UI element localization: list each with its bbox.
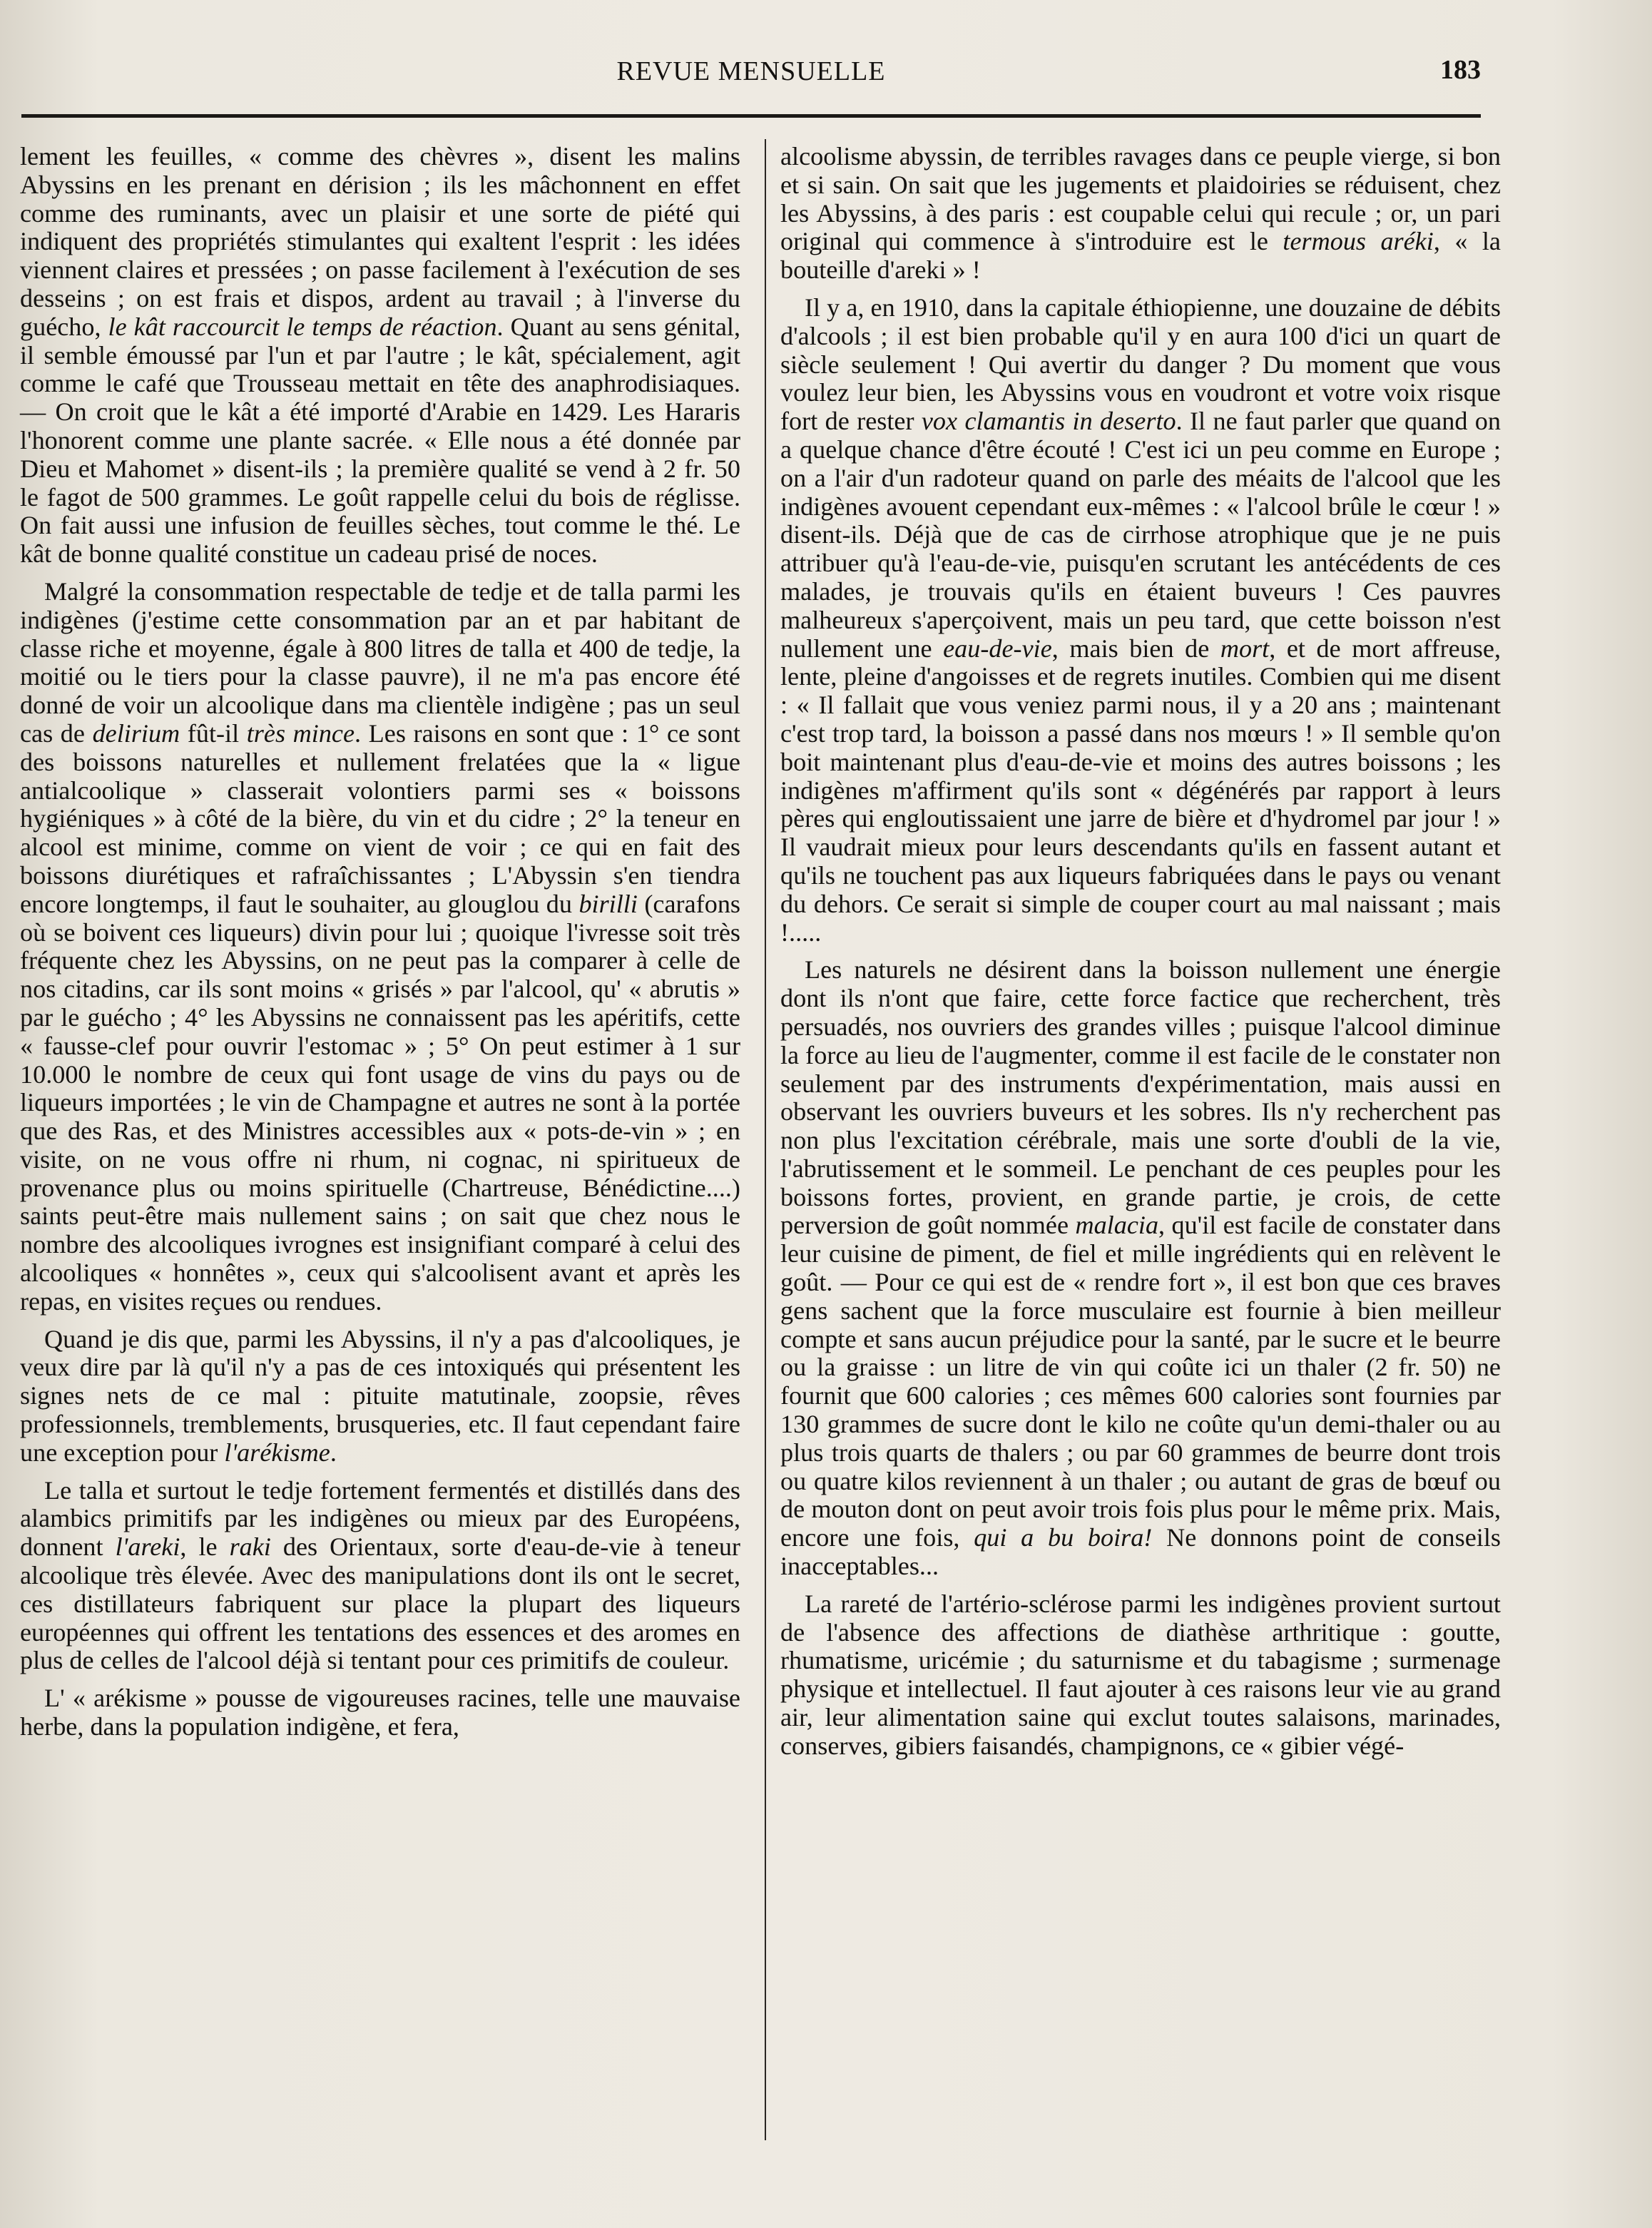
italic-text: le kât raccourcit le temps de réaction [108, 312, 497, 341]
text-run: La rareté de l'artério-sclérose parmi les indigènes provient surtout de l'absence des affections de diathèse arthritique : goutte, rhumatisme, uricémie ; du saturnisme et du tabagisme ; surmenage physique et intellectuel. Il faut ajouter à ces raisons leur vie au grand air, leur alimentation saine qui exclut toutes salaisons, marinades, conserves, gibiers faisandés, champignons, ce « gibier végé- [780, 1589, 1501, 1760]
italic-text: l'areki [115, 1532, 180, 1562]
paragraph [20, 578, 740, 1316]
text-run: Quand je dis que, parmi les Abyssins, il n'y a pas d'alcooliques, je veux dire par là qu'il n'y a pas de ces intoxiqués qui présentent les signes nets de ce mal : pituite matutinale, zoopsie, rêves professionnels, tremblements, brusqueries, etc. Il faut cependant faire une exception pour [20, 1324, 740, 1467]
text-run: , et de mort affreuse, lente, pleine d'angoisses et de regrets inutiles. Combien qui me disent : « Il fallait que vous veniez parmi nous, il y a 20 ans ; maintenant c'est trop tard, la boisson a passé dans nos mœurs ! » Il semble qu'on boit maintenant plus d'eau-de-vie et moins des autres boissons ; les indigènes m'affirment qu'ils sont « dégénérés par rapport à leurs pères qui engloutissaient une jarre de bière et d'hydromel par jour ! » Il vaudrait mieux pour leurs descendants qu'ils en fassent autant et qu'ils ne touchent pas aux liqueurs fabriquées dans le pays ou venant du dehors. Ce serait si simple de couper court au mal naissant ; mais !..... [780, 634, 1501, 947]
text-run: . Il ne faut parler que quand on a quelque chance d'être écouté ! C'est ici un peu comme en Europe ; on a l'air d'un radoteur quand on parle des méaits de l'alcool que les indigènes avouent cependant eux-mêmes : « l'alcool brûle le cœur ! » disent-ils. Déjà que de cas de cirrhose atrophique que je ne puis attribuer qu'à l'eau-de-vie, puisqu'en scrutant les antécédents de ces malades, je trouvais qu'ils en étaient buveurs ! Ces pauvres malheureux s'aperçoivent, mais un peu tard, que cette boisson n'est nullement une [780, 407, 1501, 663]
paragraph [20, 1684, 740, 1741]
italic-text: raki [229, 1532, 271, 1562]
italic-text: très mince [246, 718, 355, 748]
italic-text: delirium [92, 718, 180, 748]
text-run: (carafons où se boivent ces liqueurs) divin pour lui ; quoique l'ivresse soit très fréquente chez les Abyssins, on ne peut pas la comparer à celle de nos citadins, car ils sont moins « grisés » par l'alcool, qu' « abrutis » par le guécho ; 4° les Abyssins ne connaissent pas les apéritifs, cette « fausse-clef pour ouvrir l'estomac » ; 5° On peut estimer à 1 sur 10.000 le nombre de ceux qui font usage de vins du pays ou de liqueurs importées ; le vin de Champagne et autres ne sont à la portée que des Ras, et des Ministres accessibles aux « pots-de-vin » ; en visite, on ne vous offre ni rhum, ni cognac, ni spiritueux de provenance plus ou moins spirituelle (Chartreuse, Bénédictine....) saints peut-être mais nullement sains ; on sait que chez nous le nombre des alcooliques ivrognes est insignifiant comparé à celui des alcooliques « honnêtes », ceux qui s'alcoolisent avant et après les repas, en visites reçues ou rendues. [20, 889, 740, 1316]
paragraph [780, 1590, 1501, 1761]
text-run: Ne donnons point de conseils inacceptables... [780, 1523, 1501, 1581]
text-run: Il y a, en 1910, dans la capitale éthiopienne, une douzaine de débits d'alcools ; il est bien probable qu'il y en aura 100 d'ici un quart de siècle seulement ! Qui avertir du danger ? Du moment que vous voulez leur bien, les Abyssins vous en voudront et votre voix risque fort de rester [780, 293, 1501, 436]
italic-text: termous aréki [1283, 227, 1434, 256]
paragraph [20, 143, 740, 569]
text-run: , mais bien de [1051, 634, 1220, 663]
running-title: REVUE MENSUELLE [616, 56, 886, 86]
text-run: L' « arékisme » pousse de vigoureuses racines, telle une mauvaise herbe, dans la population indigène, et fera, [20, 1684, 740, 1741]
text-run: . Les raisons en sont que : 1° ce sont des boissons naturelles et nullement frelatées que la « ligue antialcoolique » classerait volontiers parmi ses « boissons hygiéniques » à côté de la bière, du vin et du cidre ; 2° la teneur en alcool est minime, comme on vient de voir ; ce qui en fait des boissons diurétiques et rafraîchissantes ; L'Abyssin s'en tiendra encore longtemps, il faut le souhaiter, au glouglou du [20, 718, 740, 918]
page-number: 183 [1440, 55, 1481, 85]
text-run: . Quant au sens génital, il semble émoussé par l'un et par l'autre ; le kât, spécialement, agit comme le café que Trousseau mettait en tête des anaphrodisiaques. — On croit que le kât a été importé d'Arabie en 1429. Les Hararis l'honorent comme une plante sacrée. « Elle nous a été donnée par Dieu et Mahomet » disent-ils ; la première qualité se vend à 2 fr. 50 le fagot de 500 grammes. Le goût rappelle celui du bois de réglisse. On fait aussi une infusion de feuilles sèches, tout comme le thé. Le kât de bonne qualité constitue un cadeau prisé de noces. [20, 312, 741, 569]
italic-text: l'arékisme [224, 1438, 330, 1467]
paragraph [780, 294, 1501, 947]
text-run: . [330, 1438, 337, 1467]
italic-text: birilli [578, 889, 638, 918]
italic-text: malacia [1075, 1211, 1159, 1240]
text-run: Les naturels ne désirent dans la boisson nullement une énergie dont ils n'ont que faire, cette force factice que recherchent, très persuadés, nos ouvriers des grandes villes ; puisque l'alcool diminue la force au lieu de l'augmenter, comme il est facile de le constater non seulement par des instruments d'expérimentation, mais aussi en observant les ouvriers buveurs et les sobres. Ils n'y recherchent pas non plus l'excitation cérébrale, mais une sorte d'oubli de la vie, l'abrutissement et le sommeil. Le penchant de ces peuples pour les boissons fortes, provient, en grande partie, je crois, de cette perversion de goût nommée [780, 955, 1501, 1240]
text-run: , qu'il est facile de constater dans leur cuisine de piment, de fiel et mille ingrédients qui en relèvent le goût. — Pour ce qui est de « rendre fort », il est bon que ces braves gens sachent que la force musculaire est fournie à bien meilleur compte et sans aucun préjudice pour la santé, par le sucre et le beurre ou la graisse : un litre de vin qui coûte ici un thaler (2 fr. 50) ne fournit que 600 calories ; ces mêmes 600 calories sont fournies par 130 grammes de sucre dont le kilo ne coûte qu'un demi-thaler ou au plus trois quarts de thalers ; ou par 60 grammes de beurre dont trois ou quatre kilos reviennent à un thaler ; ou autant de gras de bœuf ou de mouton dont on peut avoir trois fois plus pour le même prix. Mais, encore une fois, [780, 1211, 1501, 1552]
text-run: , le [180, 1532, 230, 1562]
italic-text: vox clamantis in deserto [921, 407, 1176, 436]
header-rule [21, 114, 1481, 118]
italic-text: qui a bu boira! [974, 1523, 1153, 1552]
paragraph [780, 956, 1501, 1581]
text-run: alcoolisme abyssin, de terribles ravages dans ce peuple vierge, si bon et si sain. On sait que les jugements et plaidoiries se réduisent, chez les Abyssins, à des paris : est coupable celui qui recule ; or, un pari original qui commence à s'introduire est le [780, 142, 1501, 256]
right-column [780, 143, 1501, 1761]
text-run: lement les feuilles, « comme des chèvres », disent les malins Abyssins en les prenant en dérision ; ils les mâchonnent en effet comme des ruminants, avec un plaisir et une sorte de piété qui indiquent des propriétés stimulantes qui exaltent l'esprit : les idées viennent claires et pressées ; on passe facilement à l'exécution de ses desseins ; on est frais et dispos, ardent au travail ; à l'inverse du guécho, [20, 142, 740, 341]
paragraph [780, 143, 1501, 285]
column-divider [765, 139, 766, 2140]
text-run: Malgré la consommation respectable de tedje et de talla parmi les indigènes (j'estime cette consommation par an et par habitant de classe riche et moyenne, égale à 800 litres de talla et 400 de tedje, la moitié ou le tiers pour la classe pauvre), il ne m'a pas encore été donné de voir un alcoolique dans ma clientèle indigène ; pas un seul cas de [20, 576, 740, 748]
italic-text: mort [1220, 634, 1270, 663]
text-run: fût-il [180, 718, 247, 748]
left-column [20, 143, 740, 1741]
page-header [21, 50, 1481, 107]
italic-text: eau-de-vie [943, 634, 1052, 663]
text-run: Le talla et surtout le tedje fortement fermentés et distillés dans des alambics primitifs par les indigènes ou mieux par des Européens, donnent [20, 1475, 740, 1562]
paragraph [20, 1477, 740, 1676]
paragraph [20, 1326, 740, 1467]
text-run: , « la bouteille d'areki » ! [780, 227, 1501, 285]
text-run: des Orientaux, sorte d'eau-de-vie à teneur alcoolique très élevée. Avec des manipulations dont ils ont le secret, ces distillateurs fabriquent sur place la plupart des liqueurs européennes qui offrent les tentations des essences et des aromes en plus de celles de l'alcool déjà si tentant pour ces primitifs de couleur. [20, 1532, 740, 1675]
